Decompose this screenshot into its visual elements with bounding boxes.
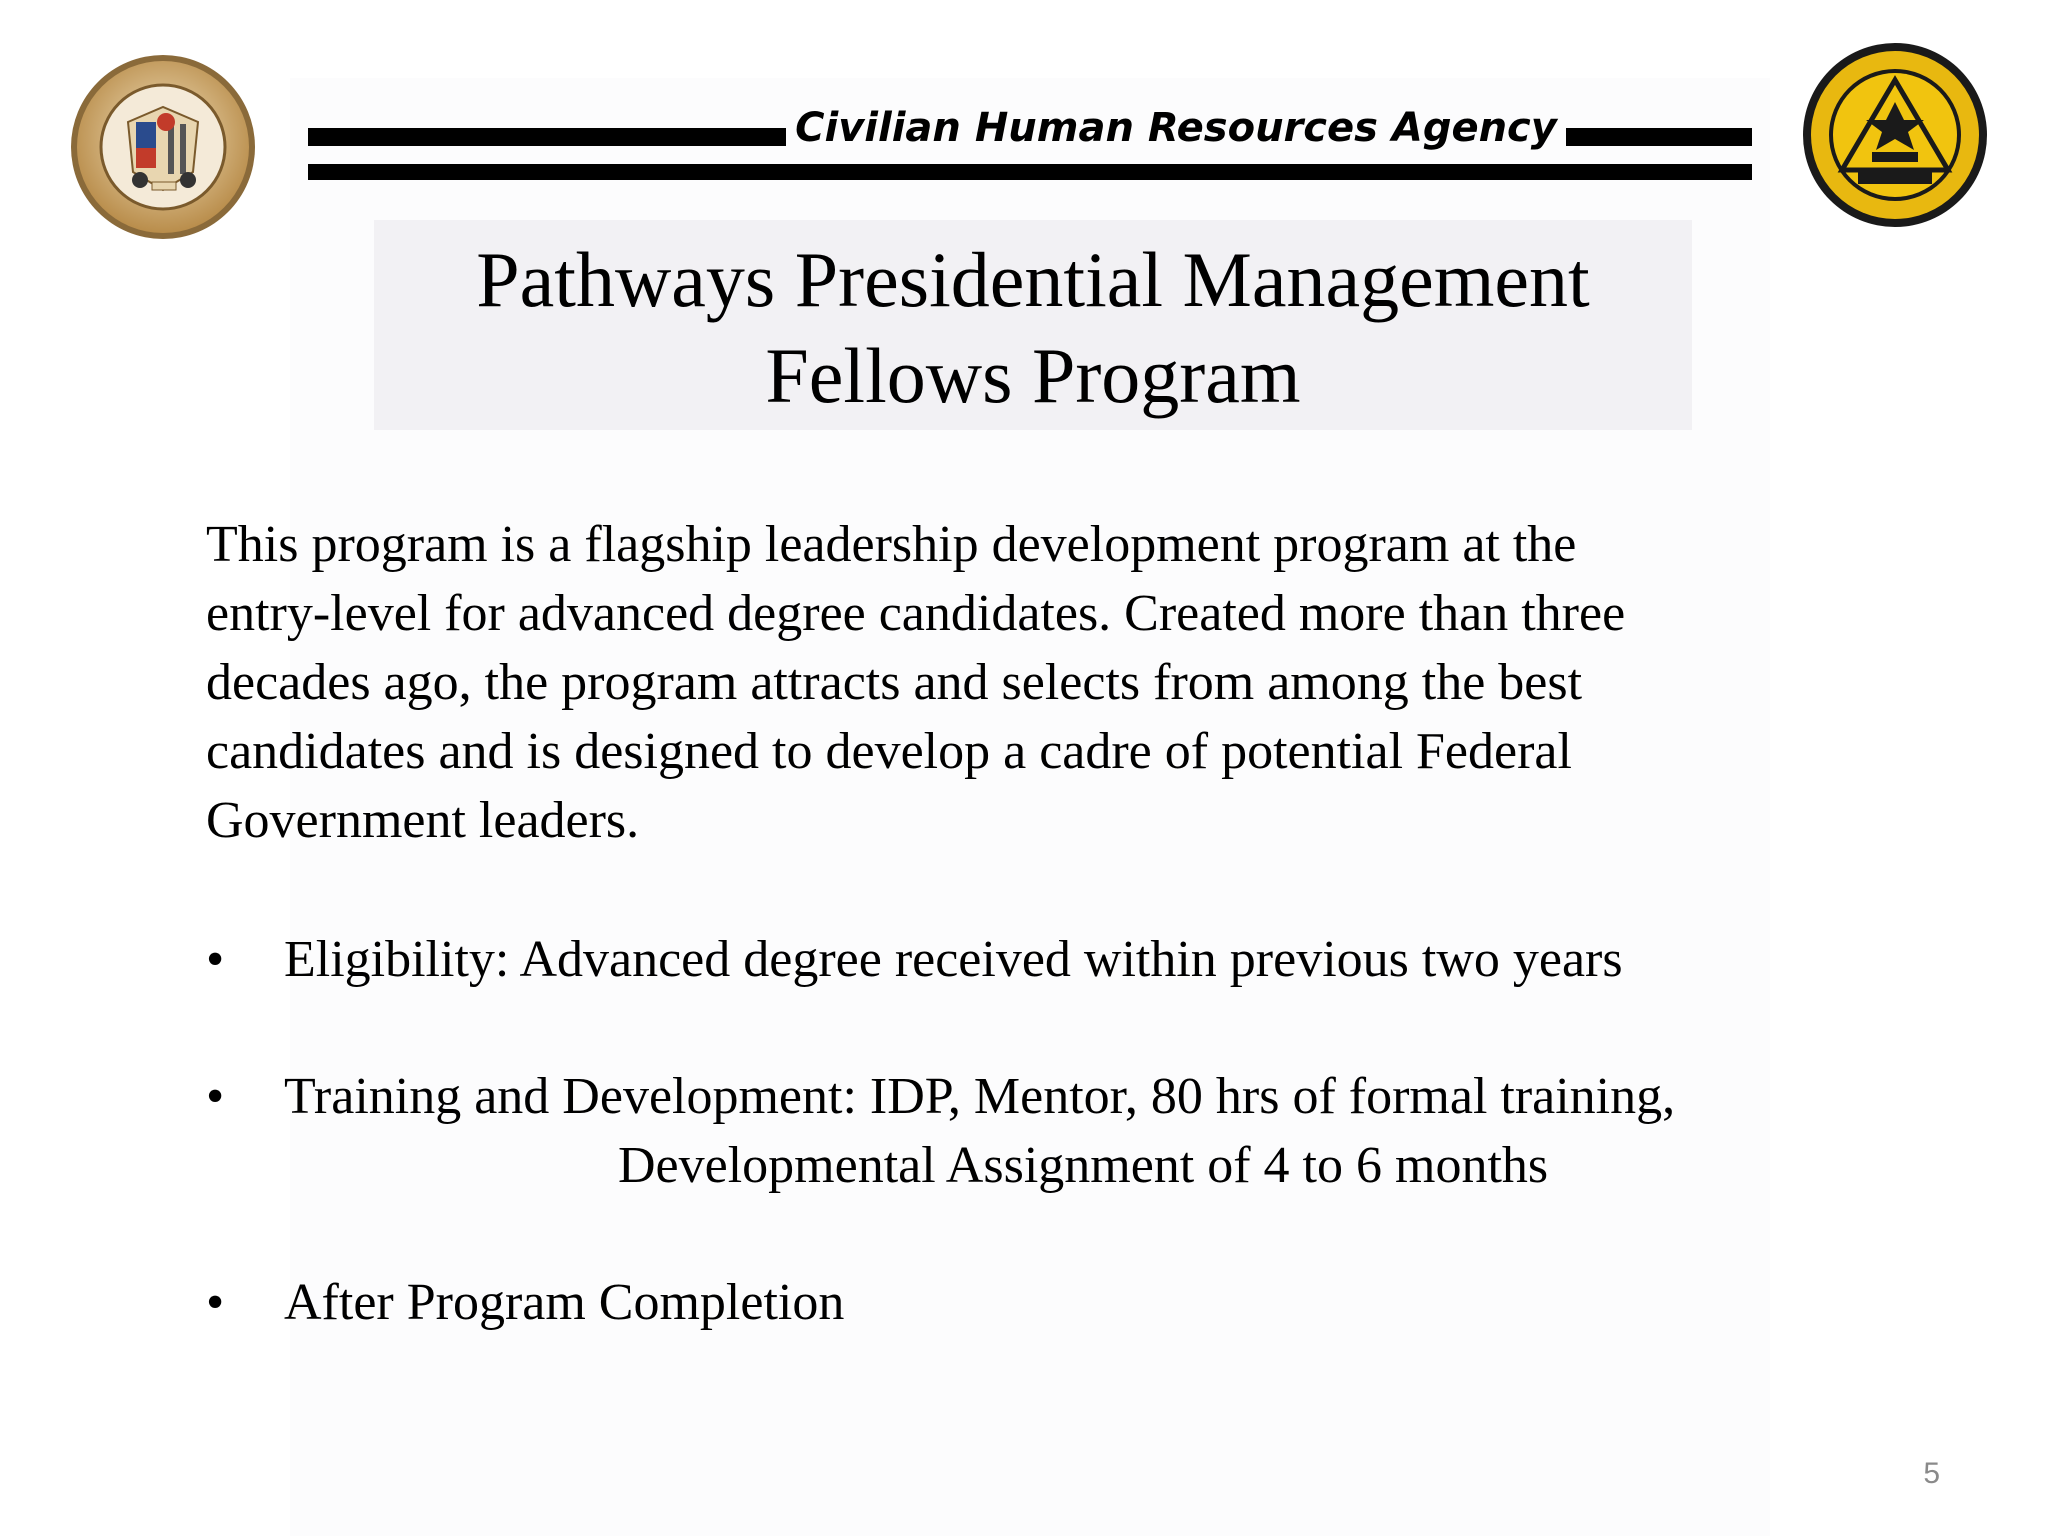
slide-title-line-1: Pathways Presidential Management [476,236,1590,323]
hr-solutions-corporate-seal [1800,40,1990,230]
bullet-marker: • [206,931,225,988]
bullet-marker: • [206,1068,225,1125]
header-bar-bottom [308,164,1752,180]
description-line: This program is a flagship leadership development program at the [206,516,1577,573]
header-bar-right [1566,128,1752,146]
program-description [206,510,1806,855]
description-line: Government leaders. [206,792,640,849]
bullet-training-text: Training and Development: IDP, Mentor, 80 hrs of formal training, [284,1068,1676,1125]
page-number: 5 [1923,1457,1940,1490]
description-line: entry-level for advanced degree candidates. Created more than three [206,585,1626,642]
agency-name: Civilian Human Resources Agency [795,105,1557,151]
description-line: decades ago, the program attracts and selects from among the best [206,654,1583,711]
header-bar-left [308,128,786,146]
bullet-training-continuation: Developmental Assignment of 4 to 6 months [618,1137,1549,1194]
description-line: candidates and is designed to develop a cadre of potential Federal [206,723,1572,780]
bullet-after-completion-text: After Program Completion [284,1274,845,1331]
slide-title-line-2: Fellows Program [765,332,1301,419]
slide-title [374,232,1692,424]
bullet-eligibility-text: Eligibility: Advanced degree received within previous two years [284,931,1623,988]
department-of-the-army-seal [68,52,258,242]
bullet-marker: • [206,1274,225,1331]
